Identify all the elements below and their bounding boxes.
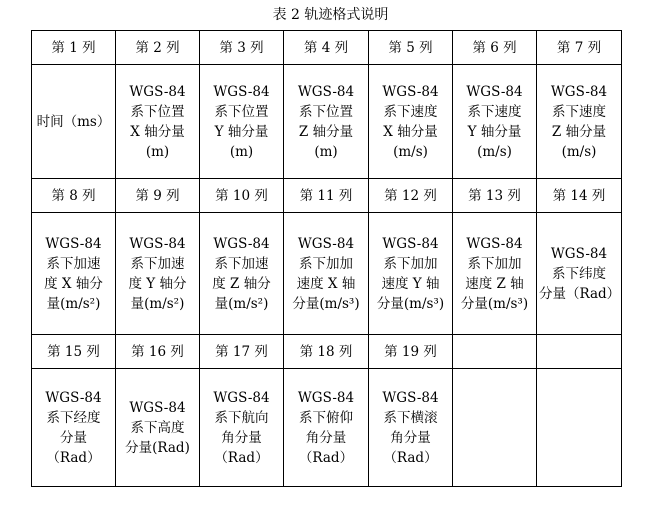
table-cell <box>284 65 369 179</box>
table-cell <box>116 213 200 335</box>
cell-text: WGS-84 系下位置 Y 轴分量 (m) <box>213 83 270 160</box>
column-header: 第 4 列 <box>284 31 369 65</box>
table-cell <box>32 213 116 335</box>
column-header: 第 2 列 <box>116 31 200 65</box>
cell-text: WGS-84 系下加加 速度 Z 轴 分量(m/s³) <box>460 235 529 312</box>
header-row-3 <box>32 335 622 369</box>
empty-cell <box>453 335 537 369</box>
cell-text: WGS-84 系下经度 分量 （Rad） <box>45 389 102 466</box>
table-cell <box>200 369 284 487</box>
column-header: 第 12 列 <box>369 179 453 213</box>
column-header: 第 14 列 <box>537 179 622 213</box>
column-header: 第 15 列 <box>32 335 116 369</box>
column-header: 第 7 列 <box>537 31 622 65</box>
content-row-3 <box>32 369 622 487</box>
cell-text: WGS-84 系下航向 角分量 （Rad） <box>213 389 270 466</box>
table-cell <box>32 369 116 487</box>
cell-text: WGS-84 系下加速 度 Z 轴分 量(m/s²) <box>212 235 271 312</box>
cell-text: WGS-84 系下加加 速度 Y 轴 分量(m/s³) <box>376 235 445 312</box>
header-row-2 <box>32 179 622 213</box>
table-cell <box>200 213 284 335</box>
table-cell <box>369 65 453 179</box>
content-row-1 <box>32 65 622 179</box>
cell-text: WGS-84 系下俯仰 角分量 （Rad） <box>297 389 355 466</box>
table-cell <box>453 213 537 335</box>
empty-cell <box>537 369 622 487</box>
cell-text: WGS-84 系下高度 分量(Rad) <box>125 399 190 456</box>
column-header: 第 11 列 <box>284 179 369 213</box>
header-row-1 <box>32 31 622 65</box>
cell-text: WGS-84 系下速度 X 轴分量 (m/s) <box>382 83 439 160</box>
table-caption: 表 2 轨迹格式说明 <box>272 7 389 23</box>
column-header: 第 18 列 <box>284 335 369 369</box>
empty-cell <box>453 369 537 487</box>
table-cell <box>200 65 284 179</box>
table-cell <box>32 65 116 179</box>
table-cell <box>369 213 453 335</box>
column-header: 第 1 列 <box>32 31 116 65</box>
table-cell <box>116 65 200 179</box>
table-cell <box>369 369 453 487</box>
table-cell <box>284 369 369 487</box>
cell-text: WGS-84 系下加速 度 Y 轴分 量(m/s²) <box>128 235 187 312</box>
table-cell <box>453 65 537 179</box>
cell-text: WGS-84 系下加加 速度 X 轴 分量(m/s³) <box>292 235 360 312</box>
column-header: 第 9 列 <box>116 179 200 213</box>
column-header: 第 5 列 <box>369 31 453 65</box>
column-header: 第 10 列 <box>200 179 284 213</box>
table-cell <box>116 369 200 487</box>
column-header: 第 3 列 <box>200 31 284 65</box>
table-cell <box>284 213 369 335</box>
cell-text: WGS-84 系下纬度 分量（Rad） <box>539 245 621 302</box>
content-row-2 <box>32 213 622 335</box>
column-header: 第 13 列 <box>453 179 537 213</box>
cell-text: WGS-84 系下位置 Z 轴分量 (m) <box>297 83 355 160</box>
column-header: 第 17 列 <box>200 335 284 369</box>
column-header: 第 8 列 <box>32 179 116 213</box>
cell-text: WGS-84 系下速度 Y 轴分量 (m/s) <box>466 83 523 160</box>
cell-text: WGS-84 系下加速 度 X 轴分 量(m/s²) <box>44 235 103 312</box>
table-cell <box>537 65 622 179</box>
table-cell <box>537 213 622 335</box>
column-header: 第 6 列 <box>453 31 537 65</box>
trajectory-format-table <box>31 30 622 487</box>
cell-text: WGS-84 系下速度 Z 轴分量 (m/s) <box>550 83 608 160</box>
cell-text: WGS-84 系下横滚 角分量 （Rad） <box>382 389 439 466</box>
empty-cell <box>537 335 622 369</box>
cell-text: 时间（ms） <box>36 113 111 130</box>
cell-text: WGS-84 系下位置 X 轴分量 (m) <box>129 83 186 160</box>
column-header: 第 19 列 <box>369 335 453 369</box>
column-header: 第 16 列 <box>116 335 200 369</box>
